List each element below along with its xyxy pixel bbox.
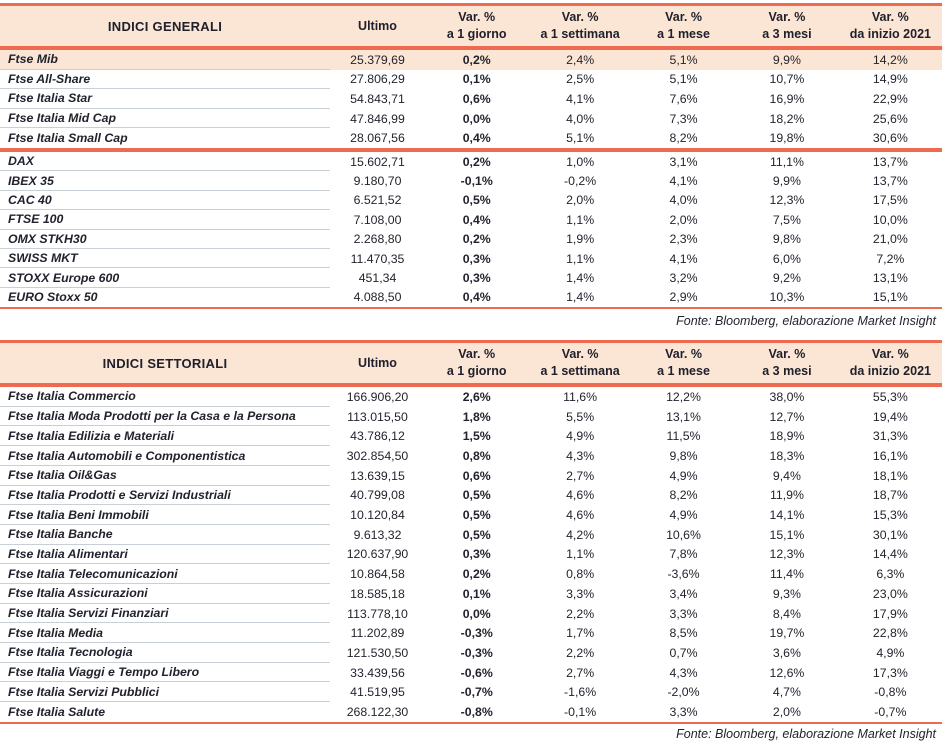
var-1month-value: 4,1% xyxy=(669,251,698,266)
index-name: Ftse Italia Moda Prodotti per la Casa e la Persona xyxy=(0,407,330,427)
index-name: Ftse Italia Viaggi e Tempo Libero xyxy=(0,663,330,683)
var-header-bottom-label: a 1 settimana xyxy=(540,27,620,41)
ultimo-value: 43.786,12 xyxy=(350,429,405,444)
var-1week-value: 3,3% xyxy=(566,586,595,601)
general-table-title: INDICI GENERALI xyxy=(107,18,223,34)
var-ytd-value: 15,1% xyxy=(872,290,908,305)
var-1day-value: 0,6% xyxy=(462,91,491,106)
var-header-top-label: Var. % xyxy=(665,347,702,362)
var-header-bottom-label: a 1 giorno xyxy=(446,27,507,41)
var-1week-value: 11,6% xyxy=(563,389,598,404)
ultimo-value: 121.530,50 xyxy=(346,645,409,660)
var-1week-value: 2,7% xyxy=(566,665,595,680)
var-ytd-value: 10,0% xyxy=(872,212,908,227)
table-row xyxy=(0,525,942,545)
index-name: Ftse Italia Servizi Finanziari xyxy=(0,604,330,624)
var-1day-value: -0,6% xyxy=(460,665,493,680)
index-name: Ftse Italia Telecomunicazioni xyxy=(0,564,330,584)
var-1day-value: 0,5% xyxy=(462,193,491,208)
ultimo-value: 268.122,30 xyxy=(346,704,409,719)
var-1week-value: 5,5% xyxy=(566,409,595,424)
var-1month-value: 4,9% xyxy=(669,508,698,523)
index-name: Ftse Italia Media xyxy=(0,623,330,643)
var-1day-value: -0,1% xyxy=(460,174,493,189)
var-ytd-value: 18,7% xyxy=(872,488,908,503)
var-header-bottom-label: a 1 mese xyxy=(657,27,710,41)
var-ytd-value: 14,4% xyxy=(872,547,908,562)
var-header-bottom-label: a 1 mese xyxy=(657,364,710,379)
table-row xyxy=(0,109,942,129)
var-header-top-label: Var. % xyxy=(458,10,496,24)
ultimo-value: 25.379,69 xyxy=(350,52,405,67)
var-1month-value: 13,1% xyxy=(666,409,701,424)
var-1month-value: -3,6% xyxy=(667,567,700,582)
var-1day-value: 0,4% xyxy=(462,131,491,146)
sector-table-title: INDICI SETTORIALI xyxy=(102,355,228,371)
table-row xyxy=(0,210,942,229)
var-3month-value: 12,3% xyxy=(769,193,805,208)
index-name: Ftse Italia Prodotti e Servizi Industriali xyxy=(0,486,330,506)
ultimo-value: 33.439,56 xyxy=(350,665,405,680)
table-row xyxy=(0,564,942,584)
var-ytd-value: 19,4% xyxy=(872,409,908,424)
var-ytd-value: 16,1% xyxy=(872,449,908,463)
var-1week-value: 2,5% xyxy=(566,72,595,87)
var-1month-value: 9,8% xyxy=(669,449,698,463)
var-1day-value: 0,1% xyxy=(462,586,491,601)
var-1week-value: 4,6% xyxy=(566,488,595,503)
var-ytd-value: 17,5% xyxy=(872,193,908,208)
var-1day-value: 0,3% xyxy=(462,547,491,562)
index-name: OMX STKH30 xyxy=(0,230,330,249)
var-3month-value: 2,0% xyxy=(772,704,801,719)
table-row xyxy=(0,623,942,643)
var-1month-value: 4,1% xyxy=(669,174,698,189)
var-1day-value: 0,3% xyxy=(462,271,491,285)
var-1month-value: 11,5% xyxy=(666,429,701,444)
var-1day-value: 0,4% xyxy=(462,290,491,305)
var-3month-value: 4,7% xyxy=(772,685,801,700)
column-header-var xyxy=(632,6,735,46)
var-1day-value: 0,2% xyxy=(462,52,491,67)
var-3month-value: 8,4% xyxy=(772,606,801,621)
column-header-var xyxy=(425,343,528,383)
var-3month-value: 10,3% xyxy=(769,290,805,305)
var-1month-value: 4,3% xyxy=(669,665,698,680)
var-1week-value: 1,4% xyxy=(566,290,595,305)
ultimo-value: 13.639,15 xyxy=(350,468,405,483)
source-note: Fonte: Bloomberg, elaborazione Market Insight xyxy=(676,726,936,741)
var-1day-value: 0,4% xyxy=(462,212,491,227)
var-3month-value: 9,2% xyxy=(772,271,801,285)
var-1month-value: 3,1% xyxy=(669,154,698,169)
var-1week-value: 4,2% xyxy=(566,527,595,542)
table-row xyxy=(0,545,942,565)
var-3month-value: 12,6% xyxy=(769,665,805,680)
var-1week-value: 0,8% xyxy=(566,567,595,582)
var-ytd-value: 18,1% xyxy=(872,468,908,483)
table-row xyxy=(0,249,942,268)
italian-indices-rows xyxy=(0,50,942,148)
var-1week-value: 4,9% xyxy=(566,429,595,444)
var-1week-value: 1,1% xyxy=(566,251,595,266)
var-3month-value: 19,8% xyxy=(769,131,805,146)
column-header-ultimo: Ultimo xyxy=(358,355,397,370)
var-1week-value: 2,0% xyxy=(566,193,595,208)
var-ytd-value: -0,7% xyxy=(874,704,907,719)
var-1day-value: 0,2% xyxy=(462,232,491,247)
var-ytd-value: 31,3% xyxy=(872,429,908,444)
index-name: Ftse Italia Edilizia e Materiali xyxy=(0,426,330,446)
var-3month-value: 9,9% xyxy=(772,174,801,189)
column-header-var xyxy=(425,6,528,46)
var-1week-value: 4,1% xyxy=(566,91,595,106)
var-ytd-value: 23,0% xyxy=(872,586,908,601)
var-1week-value: 1,4% xyxy=(566,271,595,285)
var-header-top-label: Var. % xyxy=(665,10,702,24)
var-ytd-value: -0,8% xyxy=(874,685,907,700)
table-row xyxy=(0,407,942,427)
var-column-headers xyxy=(425,6,942,46)
table-row xyxy=(0,128,942,148)
var-header-top-label: Var. % xyxy=(561,347,599,362)
table-row xyxy=(0,288,942,307)
column-header-var xyxy=(528,343,631,383)
index-name: Ftse Mib xyxy=(0,50,330,70)
table-row xyxy=(0,191,942,210)
sector-indices-header-row xyxy=(0,343,942,383)
var-3month-value: 18,2% xyxy=(769,111,805,126)
var-1month-value: 0,7% xyxy=(669,645,698,660)
var-1month-value: 3,3% xyxy=(669,606,698,621)
var-1week-value: 2,2% xyxy=(566,645,595,660)
var-3month-value: 10,7% xyxy=(769,72,805,87)
index-name: DAX xyxy=(0,152,330,171)
var-1week-value: -1,6% xyxy=(564,685,597,700)
column-header-var xyxy=(632,343,735,383)
var-header-top-label: Var. % xyxy=(458,347,496,362)
var-3month-value: 15,1% xyxy=(769,527,805,542)
var-header-top-label: Var. % xyxy=(768,10,806,24)
table-row xyxy=(0,230,942,249)
var-header-bottom-label: da inizio 2021 xyxy=(849,27,931,41)
ultimo-value: 47.846,99 xyxy=(350,111,405,126)
var-ytd-value: 30,1% xyxy=(872,527,908,542)
ultimo-value: 9.613,32 xyxy=(353,527,402,542)
sector-indices-rows xyxy=(0,387,942,722)
var-header-top-label: Var. % xyxy=(871,10,909,24)
table-row xyxy=(0,604,942,624)
table-row xyxy=(0,486,942,506)
var-1day-value: 0,3% xyxy=(462,251,491,266)
var-1month-value: 8,2% xyxy=(669,488,698,503)
var-3month-value: 9,4% xyxy=(772,468,801,483)
table-row xyxy=(0,171,942,190)
var-1day-value: -0,8% xyxy=(460,704,493,719)
index-name: Ftse Italia Automobili e Componentistica xyxy=(0,446,330,466)
column-header-var xyxy=(839,6,942,46)
ultimo-value: 10.864,58 xyxy=(350,567,405,582)
var-1week-value: 1,9% xyxy=(566,232,595,247)
table-row xyxy=(0,89,942,109)
var-header-bottom-label: da inizio 2021 xyxy=(849,364,931,379)
ultimo-value: 451,34 xyxy=(358,271,397,285)
source-note: Fonte: Bloomberg, elaborazione Market Insight xyxy=(676,314,936,329)
var-3month-value: 18,3% xyxy=(769,449,805,463)
ultimo-value: 113.015,50 xyxy=(347,409,408,424)
var-3month-value: 11,1% xyxy=(769,154,804,169)
var-1week-value: 1,7% xyxy=(566,626,595,641)
ultimo-value: 40.799,08 xyxy=(350,488,405,503)
ultimo-value: 41.519,95 xyxy=(350,685,405,700)
ultimo-value: 15.602,71 xyxy=(350,154,405,169)
ultimo-value: 18.585,18 xyxy=(350,586,405,601)
var-ytd-value: 4,9% xyxy=(876,645,905,660)
ultimo-value: 27.806,29 xyxy=(350,72,405,87)
index-name: SWISS MKT xyxy=(0,249,330,268)
table-row xyxy=(0,505,942,525)
var-ytd-value: 13,7% xyxy=(872,174,908,189)
var-3month-value: 11,9% xyxy=(769,488,804,503)
var-3month-value: 9,3% xyxy=(772,586,801,601)
var-3month-value: 11,4% xyxy=(769,567,804,582)
ultimo-value: 166.906,20 xyxy=(346,389,409,404)
ultimo-value: 54.843,71 xyxy=(350,91,405,106)
var-ytd-value: 15,3% xyxy=(872,508,908,523)
var-1day-value: 0,8% xyxy=(462,449,491,463)
var-ytd-value: 21,0% xyxy=(872,232,908,247)
ultimo-value: 2.268,80 xyxy=(353,232,402,247)
var-ytd-value: 7,2% xyxy=(876,251,905,266)
var-1month-value: 2,9% xyxy=(669,290,698,305)
table-row xyxy=(0,466,942,486)
ultimo-value: 11.470,35 xyxy=(350,251,405,266)
var-1week-value: 4,3% xyxy=(566,449,595,463)
table-row xyxy=(0,387,942,407)
index-name: Ftse All-Share xyxy=(0,70,330,90)
var-1day-value: 0,5% xyxy=(462,508,491,523)
var-1day-value: 0,1% xyxy=(462,72,491,87)
index-name: Ftse Italia Oil&Gas xyxy=(0,466,330,486)
var-1week-value: 2,7% xyxy=(566,468,595,483)
var-3month-value: 12,7% xyxy=(769,409,805,424)
var-ytd-value: 6,3% xyxy=(876,567,905,582)
var-3month-value: 7,5% xyxy=(772,212,801,227)
index-name: Ftse Italia Servizi Pubblici xyxy=(0,682,330,702)
table-row xyxy=(0,268,942,287)
var-1week-value: -0,2% xyxy=(564,174,597,189)
var-1week-value: 2,2% xyxy=(566,606,595,621)
index-name: STOXX Europe 600 xyxy=(0,268,330,287)
index-name: Ftse Italia Salute xyxy=(8,704,106,719)
var-1month-value: 5,1% xyxy=(669,72,698,87)
table-row xyxy=(0,50,942,70)
ultimo-value: 120.637,90 xyxy=(346,547,409,562)
var-1month-value: 10,6% xyxy=(666,527,701,542)
var-ytd-value: 13,7% xyxy=(872,154,908,169)
var-ytd-value: 14,9% xyxy=(872,72,908,87)
var-1month-value: 7,6% xyxy=(669,91,698,106)
var-1week-value: 1,1% xyxy=(566,547,595,562)
var-1month-value: 8,5% xyxy=(669,626,698,641)
index-name: Ftse Italia Beni Immobili xyxy=(0,505,330,525)
var-ytd-value: 17,9% xyxy=(872,606,908,621)
table-row xyxy=(0,682,942,702)
var-1day-value: -0,3% xyxy=(460,626,493,641)
var-1day-value: 1,8% xyxy=(462,409,491,424)
var-1month-value: 8,2% xyxy=(669,131,698,146)
var-1week-value: -0,1% xyxy=(564,704,597,719)
ultimo-value: 7.108,00 xyxy=(353,212,402,227)
var-header-bottom-label: a 3 mesi xyxy=(762,27,812,41)
ultimo-value: 11.202,89 xyxy=(350,626,405,641)
var-1month-value: 7,3% xyxy=(669,111,698,126)
var-3month-value: 19,7% xyxy=(769,626,805,641)
var-1month-value: -2,0% xyxy=(667,685,700,700)
var-1month-value: 2,0% xyxy=(669,212,698,227)
table-row xyxy=(0,152,942,171)
var-header-top-label: Var. % xyxy=(768,347,806,362)
var-1month-value: 3,2% xyxy=(669,271,698,285)
index-name: CAC 40 xyxy=(0,191,330,210)
sector-indices-table xyxy=(0,340,942,724)
index-name: FTSE 100 xyxy=(0,210,330,229)
table-row xyxy=(0,446,942,466)
var-3month-value: 18,9% xyxy=(769,429,805,444)
var-1week-value: 4,0% xyxy=(566,111,595,126)
var-ytd-value: 14,2% xyxy=(872,52,908,67)
var-1month-value: 12,2% xyxy=(666,389,701,404)
var-1day-value: 0,5% xyxy=(462,527,491,542)
table-row xyxy=(0,643,942,663)
var-3month-value: 6,0% xyxy=(772,251,801,266)
var-1day-value: 2,6% xyxy=(462,389,491,404)
var-ytd-value: 30,6% xyxy=(872,131,908,146)
var-column-headers xyxy=(425,343,942,383)
table-row xyxy=(0,70,942,90)
var-1week-value: 4,6% xyxy=(566,508,595,523)
var-1week-value: 2,4% xyxy=(566,52,595,67)
var-1day-value: 0,2% xyxy=(462,567,491,582)
general-indices-header-row xyxy=(0,6,942,46)
var-3month-value: 12,3% xyxy=(769,547,805,562)
var-1week-value: 5,1% xyxy=(566,131,595,146)
column-header-var xyxy=(839,343,942,383)
index-name: Ftse Italia Alimentari xyxy=(0,545,330,565)
var-3month-value: 16,9% xyxy=(769,91,805,106)
var-1day-value: 1,5% xyxy=(462,429,491,444)
column-header-var xyxy=(735,6,838,46)
index-name: Ftse Italia Small Cap xyxy=(8,131,128,146)
column-header-ultimo: Ultimo xyxy=(358,18,397,33)
table-row xyxy=(0,663,942,683)
var-ytd-value: 17,3% xyxy=(872,665,908,680)
var-ytd-value: 25,6% xyxy=(872,111,908,126)
var-1day-value: 0,0% xyxy=(462,606,491,621)
european-indices-rows xyxy=(0,152,942,307)
ultimo-value: 6.521,52 xyxy=(353,193,402,208)
column-header-var xyxy=(528,6,631,46)
var-3month-value: 9,9% xyxy=(772,52,801,67)
table-row xyxy=(0,426,942,446)
var-1day-value: -0,3% xyxy=(460,645,493,660)
var-ytd-value: 13,1% xyxy=(872,271,908,285)
var-1day-value: 0,2% xyxy=(462,154,491,169)
var-3month-value: 9,8% xyxy=(772,232,801,247)
ultimo-value: 4.088,50 xyxy=(353,290,402,305)
ultimo-value: 113.778,10 xyxy=(347,606,408,621)
index-name: Ftse Italia Banche xyxy=(0,525,330,545)
general-indices-table xyxy=(0,3,942,309)
var-1day-value: 0,6% xyxy=(462,468,491,483)
var-header-bottom-label: a 1 giorno xyxy=(446,364,507,379)
table-row xyxy=(0,584,942,604)
var-3month-value: 3,6% xyxy=(772,645,801,660)
var-1month-value: 4,9% xyxy=(669,468,698,483)
var-1month-value: 7,8% xyxy=(669,547,698,562)
ultimo-value: 9.180,70 xyxy=(353,174,402,189)
var-ytd-value: 55,3% xyxy=(872,389,908,404)
var-1month-value: 4,0% xyxy=(669,193,698,208)
var-1day-value: -0,7% xyxy=(460,685,493,700)
ultimo-value: 302.854,50 xyxy=(346,449,409,463)
var-header-bottom-label: a 3 mesi xyxy=(762,364,812,379)
index-name: Ftse Italia Tecnologia xyxy=(0,643,330,663)
index-name: Ftse Italia Commercio xyxy=(0,387,330,407)
var-1day-value: 0,0% xyxy=(462,111,491,126)
table-row xyxy=(0,702,942,722)
index-name: Ftse Italia Mid Cap xyxy=(0,109,330,129)
var-3month-value: 38,0% xyxy=(769,389,805,404)
var-1month-value: 5,1% xyxy=(669,52,698,67)
index-name: Ftse Italia Star xyxy=(0,89,330,109)
var-1week-value: 1,1% xyxy=(566,212,595,227)
var-1month-value: 3,4% xyxy=(669,586,698,601)
var-1day-value: 0,5% xyxy=(462,488,491,503)
var-1month-value: 3,3% xyxy=(669,704,698,719)
index-name: IBEX 35 xyxy=(0,171,330,190)
column-header-var xyxy=(735,343,838,383)
ultimo-value: 28.067,56 xyxy=(350,131,405,146)
var-header-bottom-label: a 1 settimana xyxy=(540,364,620,379)
ultimo-value: 10.120,84 xyxy=(350,508,405,523)
var-ytd-value: 22,9% xyxy=(872,91,908,106)
var-header-top-label: Var. % xyxy=(871,347,909,362)
var-3month-value: 14,1% xyxy=(769,508,805,523)
var-1week-value: 1,0% xyxy=(566,154,595,169)
var-ytd-value: 22,8% xyxy=(872,626,908,641)
var-header-top-label: Var. % xyxy=(561,10,599,24)
index-name: Ftse Italia Assicurazioni xyxy=(0,584,330,604)
index-name: EURO Stoxx 50 xyxy=(8,290,98,305)
var-1month-value: 2,3% xyxy=(669,232,698,247)
